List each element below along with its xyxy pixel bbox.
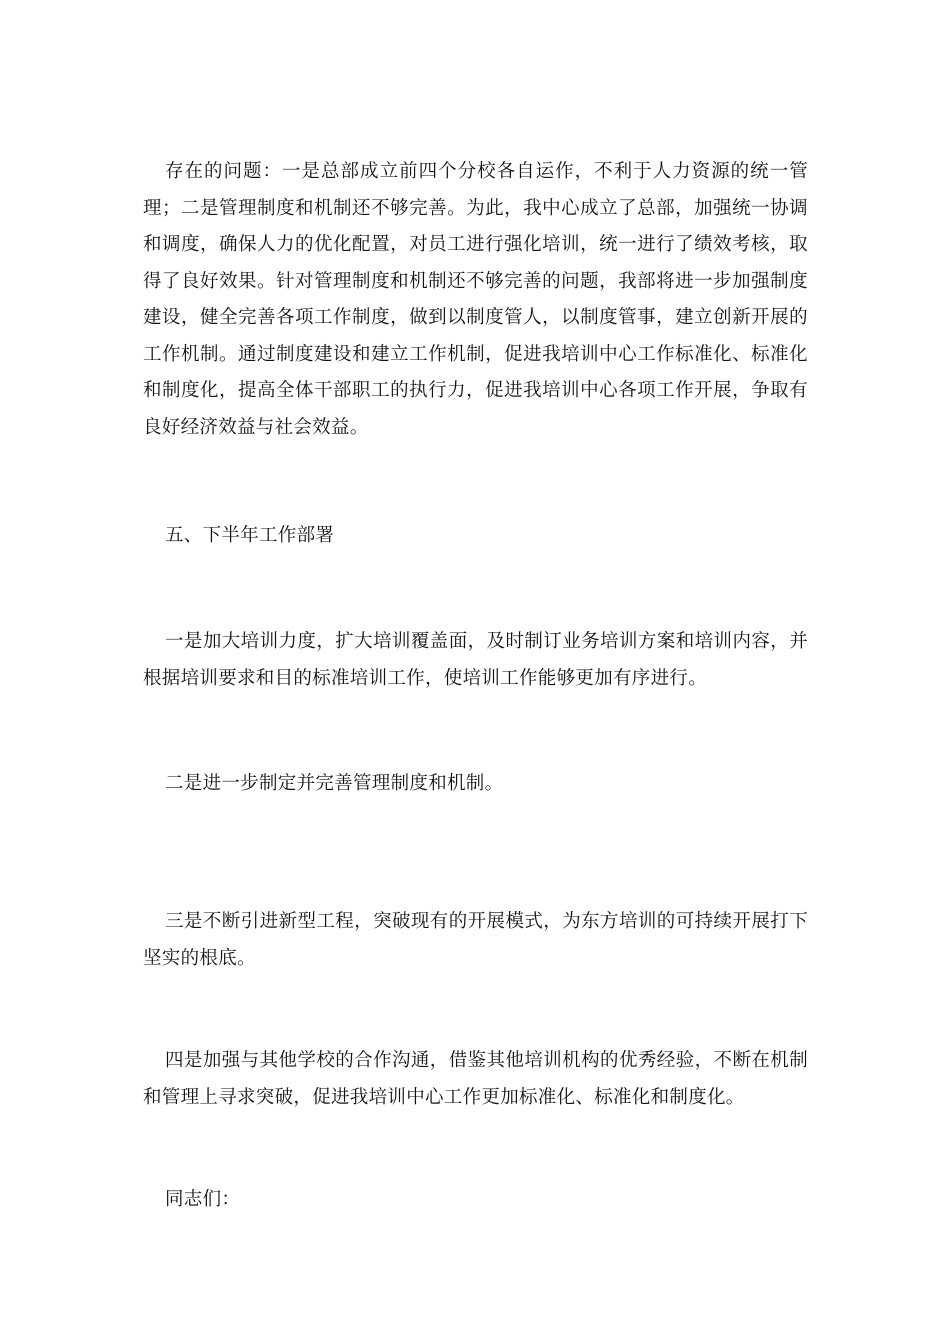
- paragraph-item-one: 一是加大培训力度，扩大培训覆盖面，及时制订业务培训方案和培训内容，并根据培训要求和目的标准培训工作，使培训工作能够更加有序进行。: [143, 631, 808, 689]
- paragraph-item-four: 四是加强与其他学校的合作沟通，借鉴其他培训机构的优秀经验，不断在机制和管理上寻求突破，促进我培训中心工作更加标准化、标准化和制度化。: [143, 1050, 808, 1108]
- paragraph-existing-problems: 存在的问题：一是总部成立前四个分校各自运作，不利于人力资源的统一管理；二是管理制度和机制还不够完善。为此，我中心成立了总部，加强统一协调和调度，确保人力的优化配置，对员工进行强化培训，统一进行了绩效考核，取得了良好效果。针对管理制度和机制还不够完善的问题，我部将进一步加强制度建设，健全完善各项工作制度，做到以制度管人，以制度管事，建立创新开展的工作机制。通过制度建设和建立工作机制，促进我培训中心工作标准化、标准化和制度化，提高全体干部职工的执行力，促进我培训中心各项工作开展，争取有良好经济效益与社会效益。: [143, 161, 808, 438]
- section-heading-second-half-plan: 五、下半年工作部署: [165, 525, 335, 546]
- paragraph-item-three: 三是不断引进新型工程，突破现有的开展模式，为东方培训的可持续开展打下坚实的根底。: [143, 911, 808, 969]
- paragraph-salutation: 同志们：: [165, 1189, 241, 1210]
- paragraph-item-two: 二是进一步制定并完善管理制度和机制。: [165, 773, 504, 794]
